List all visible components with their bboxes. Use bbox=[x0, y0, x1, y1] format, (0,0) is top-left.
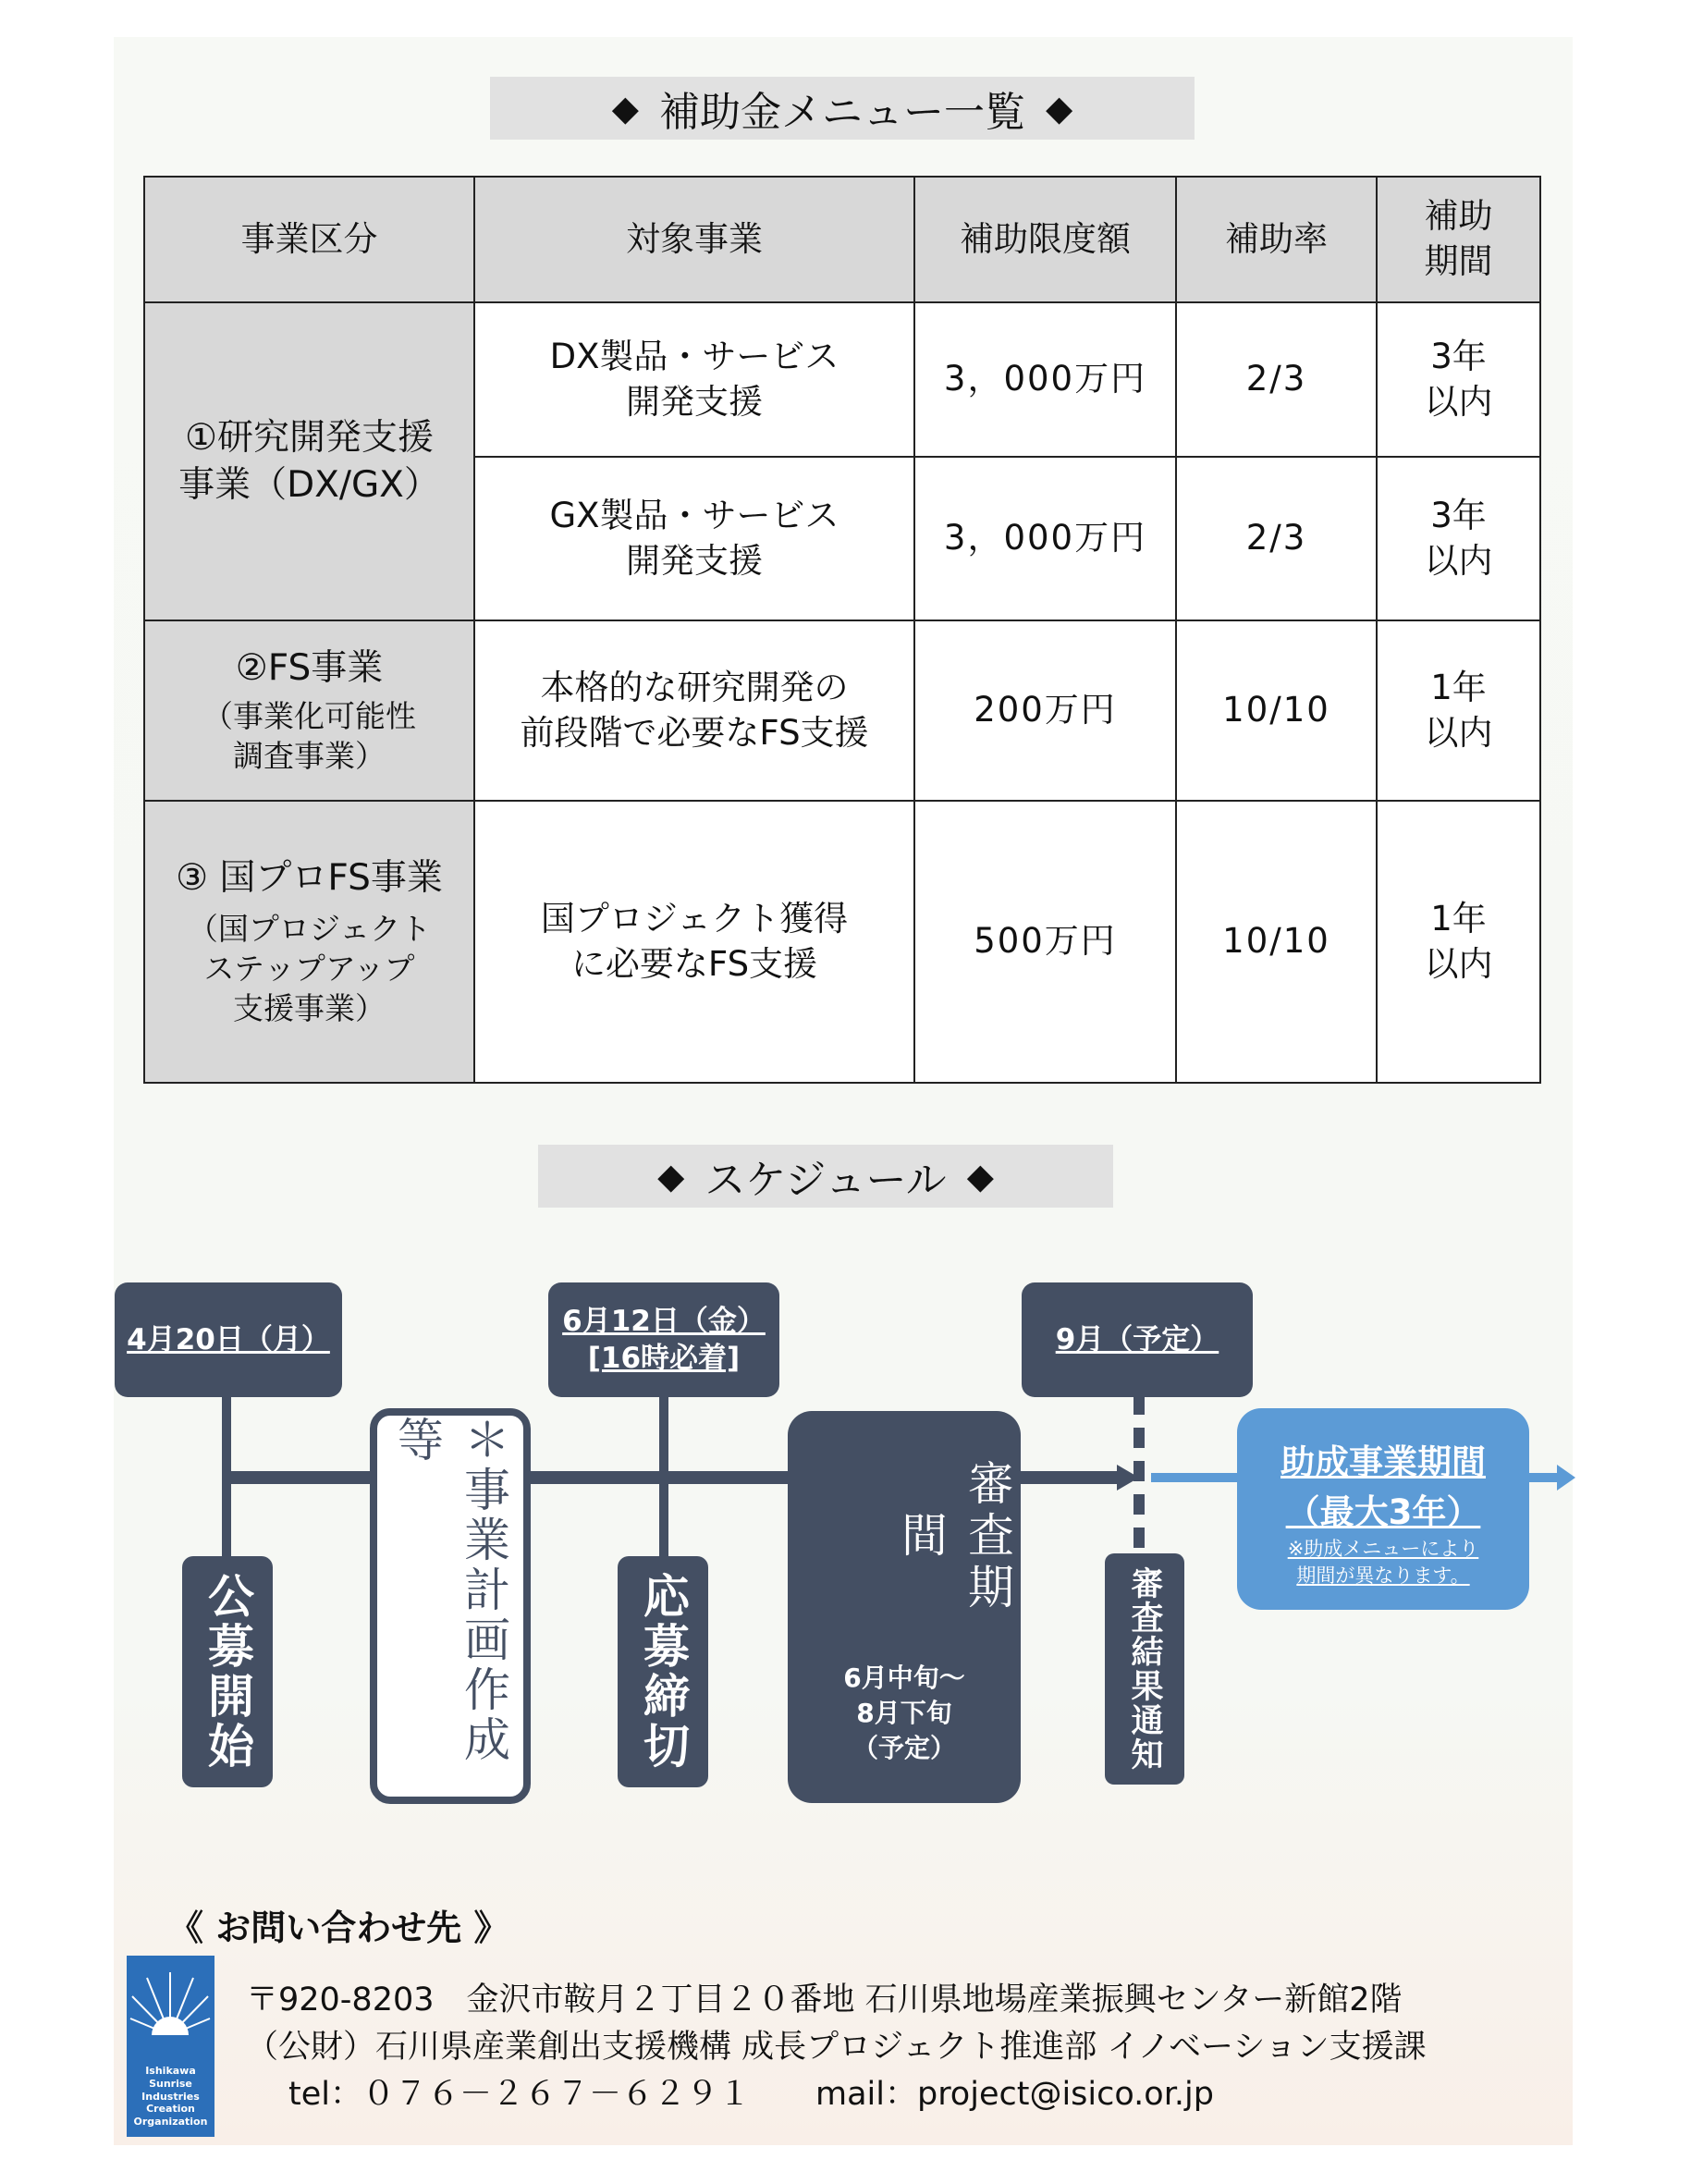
limit-cell: 500万円 bbox=[914, 801, 1176, 1083]
isico-logo bbox=[127, 1956, 214, 2137]
rate-cell: 2/3 bbox=[1176, 302, 1377, 457]
diamond-icon: ◆ bbox=[611, 88, 639, 129]
label-deadline bbox=[618, 1556, 708, 1787]
header-rate: 補助率 bbox=[1176, 177, 1377, 302]
period-cell: 1年 以内 bbox=[1377, 801, 1540, 1083]
review-date-line: 8月下旬 bbox=[856, 1697, 952, 1728]
date-start-box bbox=[115, 1282, 342, 1397]
category-label: ②FS事業 bbox=[235, 646, 384, 689]
date-result-text: 9月（予定） bbox=[1055, 1322, 1219, 1356]
rate-cell: 10/10 bbox=[1176, 620, 1377, 801]
target-cell: GX製品・サービス 開発支援 bbox=[474, 457, 914, 620]
diamond-icon: ◆ bbox=[1046, 88, 1073, 129]
label-start-text: 公募開始 bbox=[201, 1572, 254, 1772]
contact-address: 〒920-8203 金沢市鞍月２丁目２０番地 石川県地場産業振興センター新館2階 bbox=[246, 1982, 1403, 2018]
contact-organization: （公財）石川県産業創出支援機構 成長プロジェクト推進部 イノベーション支援課 bbox=[246, 2029, 1427, 2066]
label-plan bbox=[370, 1408, 531, 1804]
sunrise-icon bbox=[127, 1961, 214, 2063]
category-label: ③ 国プロFS事業 bbox=[176, 857, 443, 900]
connector-start bbox=[222, 1394, 231, 1561]
category-label: ①研究開発支援 事業（DX/GX） bbox=[178, 416, 440, 506]
date-start-text: 4月20日（月） bbox=[127, 1322, 330, 1356]
period-cell: 3年 以内 bbox=[1377, 302, 1540, 457]
target-cell: DX製品・サービス 開発支援 bbox=[474, 302, 914, 457]
grant-note-line: 期間が異なります。 bbox=[1296, 1564, 1470, 1588]
label-start bbox=[182, 1556, 273, 1787]
logo-text: Ishikawa Sunrise Industries Creation Organization bbox=[133, 2065, 208, 2128]
grant-period-box bbox=[1237, 1408, 1529, 1610]
schedule-title-text: スケジュール bbox=[705, 1157, 947, 1204]
category-sublabel: （事業化可能性 調査事業） bbox=[202, 698, 416, 775]
review-date-line: （予定） bbox=[852, 1732, 956, 1763]
label-result bbox=[1105, 1553, 1184, 1785]
label-result-text: 審査結果通知 bbox=[1126, 1566, 1163, 1772]
limit-cell: 3，000万円 bbox=[914, 302, 1176, 457]
header-category: 事業区分 bbox=[144, 177, 474, 302]
period-cell: 1年 以内 bbox=[1377, 620, 1540, 801]
date-deadline-time: [16時必着] bbox=[587, 1342, 741, 1375]
grant-title: 助成事業期間 bbox=[1281, 1442, 1486, 1482]
label-plan-text: ＊事業計画作成等 bbox=[390, 1416, 510, 1765]
limit-cell: 3，000万円 bbox=[914, 457, 1176, 620]
review-period-box bbox=[788, 1411, 1021, 1803]
diamond-icon: ◆ bbox=[966, 1156, 994, 1196]
diamond-icon: ◆ bbox=[657, 1156, 685, 1196]
header-limit: 補助限度額 bbox=[914, 177, 1176, 302]
menu-title-text: 補助金メニュー一覧 bbox=[659, 89, 1025, 136]
date-deadline-box bbox=[548, 1282, 779, 1397]
rate-cell: 10/10 bbox=[1176, 801, 1377, 1083]
limit-cell: 200万円 bbox=[914, 620, 1176, 801]
date-deadline-text: 6月12日（金） bbox=[562, 1304, 766, 1338]
grant-note bbox=[1237, 1536, 1529, 1590]
grant-max: （最大3年） bbox=[1285, 1492, 1481, 1532]
review-dates bbox=[788, 1661, 1021, 1765]
category-sublabel: （国プロジェクト ステップアップ 支援事業） bbox=[187, 910, 432, 1026]
header-target: 対象事業 bbox=[474, 177, 914, 302]
header-period: 補助 期間 bbox=[1377, 177, 1540, 302]
label-deadline-text: 応募締切 bbox=[636, 1572, 690, 1772]
target-cell: 国プロジェクト獲得 に必要なFS支援 bbox=[474, 801, 914, 1083]
contact-tel-mail[interactable]: tel：０７６－２６７－６２９１ mail：project@isico.or.jp bbox=[288, 2076, 1214, 2113]
target-cell: 本格的な研究開発の 前段階で必要なFS支援 bbox=[474, 620, 914, 801]
connector-deadline bbox=[659, 1394, 668, 1561]
contact-heading: 《 お問い合わせ先 》 bbox=[168, 1908, 509, 1948]
review-title: 審査期間 bbox=[894, 1459, 1014, 1614]
review-date-line: 6月中旬～ bbox=[843, 1663, 965, 1693]
date-result-box bbox=[1022, 1282, 1253, 1397]
grant-note-line: ※助成メニューにより bbox=[1287, 1538, 1479, 1560]
rate-cell: 2/3 bbox=[1176, 457, 1377, 620]
period-cell: 3年 以内 bbox=[1377, 457, 1540, 620]
